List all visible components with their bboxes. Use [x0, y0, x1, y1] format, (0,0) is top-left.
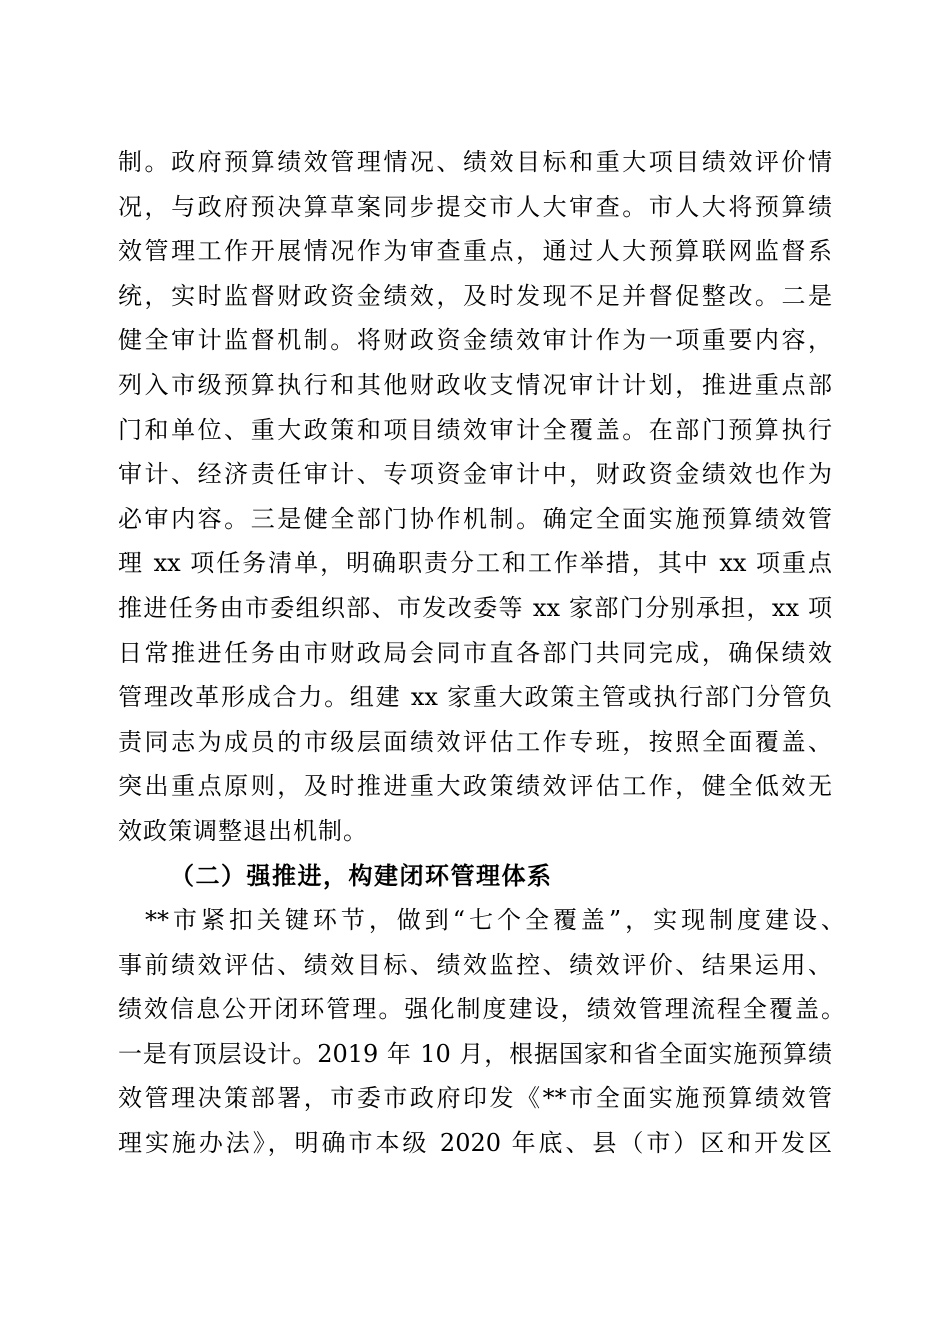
text-line: 理实施办法》，明确市本级 2020 年底、县（市）区和开发区 — [118, 1129, 832, 1158]
text-line: 健全审计监督机制。将财政资金绩效审计作为一项重要内容， — [118, 326, 832, 355]
text-line: 理 xx 项任务清单，明确职责分工和工作举措，其中 xx 项重点 — [118, 549, 832, 578]
body-paragraph-2 — [118, 898, 845, 1166]
text-line: 效管理工作开展情况作为审查重点，通过人大预算联网监督系 — [118, 237, 832, 266]
text-line: 日常推进任务由市财政局会同市直各部门共同完成，确保绩效 — [118, 638, 832, 667]
text-line: **市紧扣关键环节，做到“七个全覆盖”，实现制度建设、 — [145, 906, 845, 935]
text-line: 统，实时监督财政资金绩效，及时发现不足并督促整改。二是 — [118, 281, 832, 310]
text-line: 责同志为成员的市级层面绩效评估工作专班，按照全面覆盖、 — [118, 727, 832, 756]
text-line: 绩效信息公开闭环管理。强化制度建设，绩效管理流程全覆盖。 — [118, 995, 845, 1024]
text-line: 突出重点原则，及时推进重大政策绩效评估工作，健全低效无 — [118, 772, 832, 801]
text-line: 效管理决策部署，市委市政府印发《**市全面实施预算绩效管 — [118, 1084, 832, 1113]
text-line: 管理改革形成合力。组建 xx 家重大政策主管或执行部门分管负 — [118, 683, 832, 712]
text-line: 况，与政府预决算草案同步提交市人大审查。市人大将预算绩 — [118, 192, 832, 221]
text-line: 制。政府预算绩效管理情况、绩效目标和重大项目绩效评价情 — [118, 148, 832, 176]
document-body — [118, 140, 845, 1166]
text-line: 推进任务由市委组织部、市发改委等 xx 家部门分别承担，xx 项 — [118, 593, 832, 622]
text-line: 一是有顶层设计。2019 年 10 月，根据国家和省全面实施预算绩 — [118, 1039, 832, 1068]
body-paragraph-1 — [118, 140, 845, 854]
text-line: 审计、经济责任审计、专项资金审计中，财政资金绩效也作为 — [118, 460, 832, 489]
text-line: 效政策调整退出机制。 — [118, 816, 368, 845]
text-line: 门和单位、重大政策和项目绩效审计全覆盖。在部门预算执行 — [118, 415, 832, 444]
text-line: 必审内容。三是健全部门协作机制。确定全面实施预算绩效管 — [118, 504, 832, 533]
section-heading: （二）强推进，构建闭环管理体系 — [170, 860, 553, 890]
text-line: 事前绩效评估、绩效目标、绩效监控、绩效评价、结果运用、 — [118, 950, 832, 979]
text-line: 列入市级预算执行和其他财政收支情况审计计划，推进重点部 — [118, 370, 832, 399]
